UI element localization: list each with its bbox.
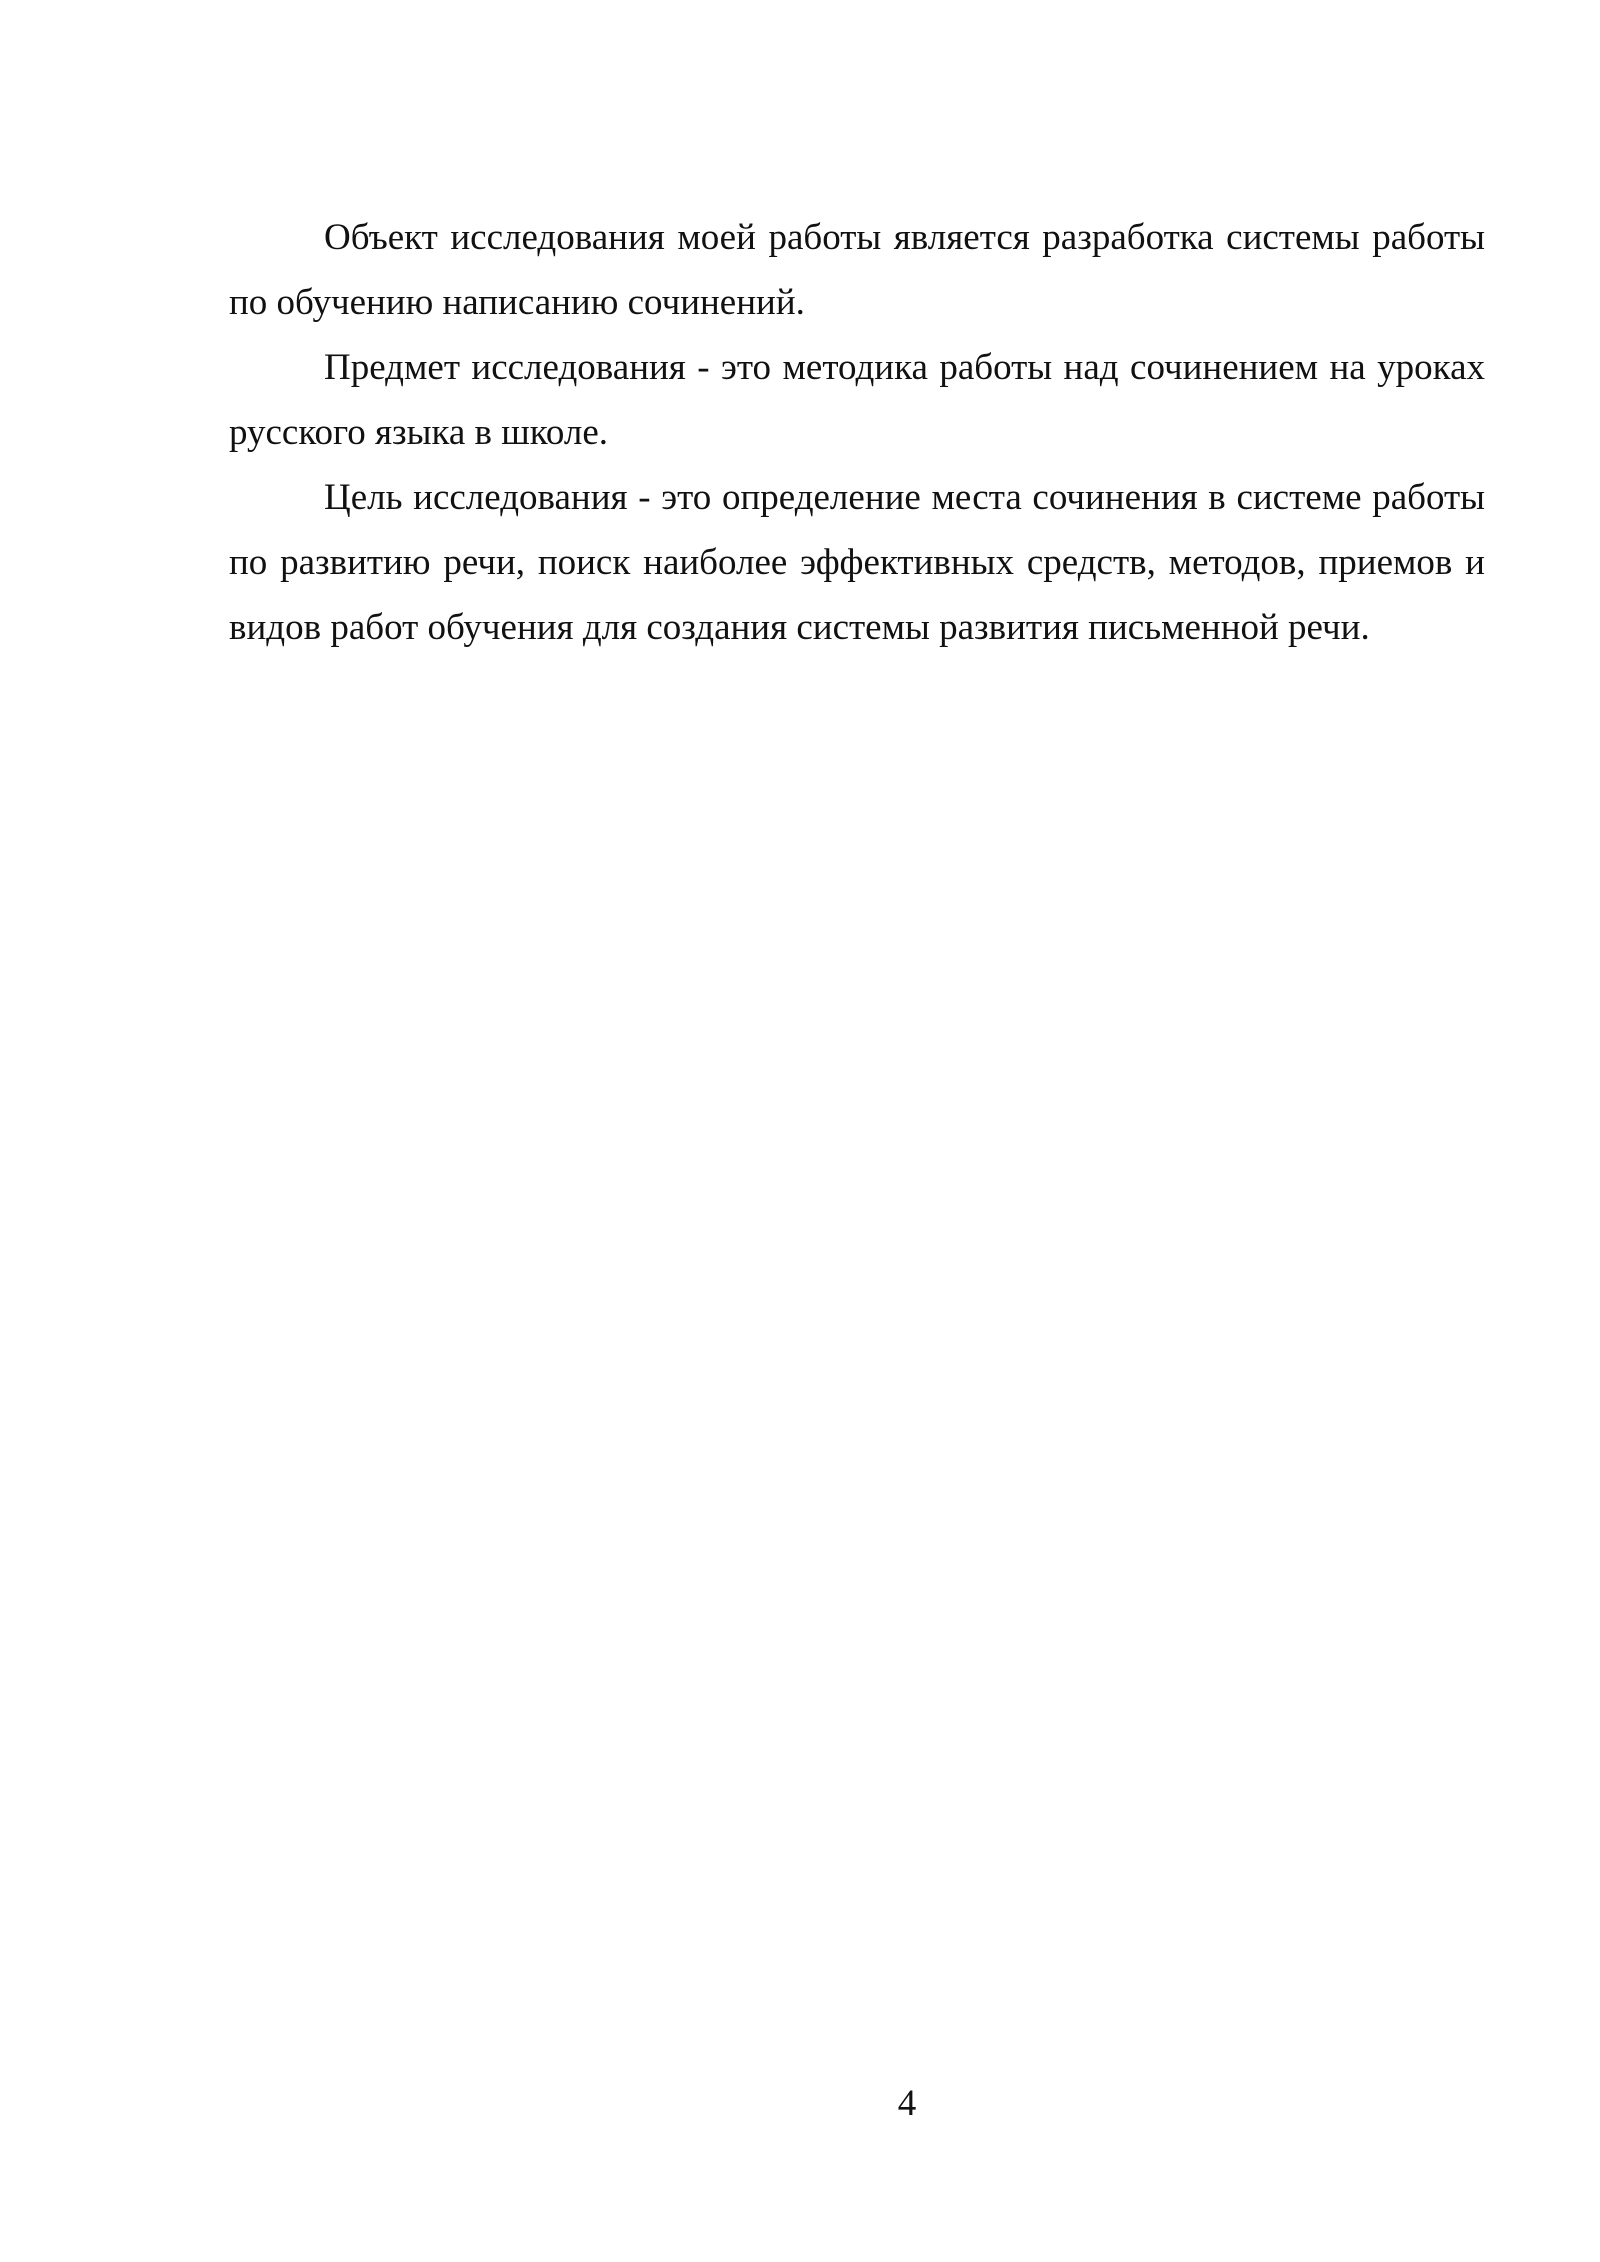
- paragraph-research-subject: Предмет исследования - это методика работы над сочинением на уроках русского языка в школе.: [229, 347, 1485, 453]
- document-body: [229, 205, 1485, 660]
- paragraph-research-goal: Цель исследования - это определение места сочинения в системе работы по развитию речи, поиск наиболее эффективных средств, методов, приемов и видов работ обучения для создания системы развития письменной речи.: [229, 477, 1485, 648]
- page-number: 4: [897, 2083, 917, 2124]
- paragraph-research-object: Объект исследования моей работы является разработка системы работы по обучению написанию сочинений.: [229, 217, 1485, 323]
